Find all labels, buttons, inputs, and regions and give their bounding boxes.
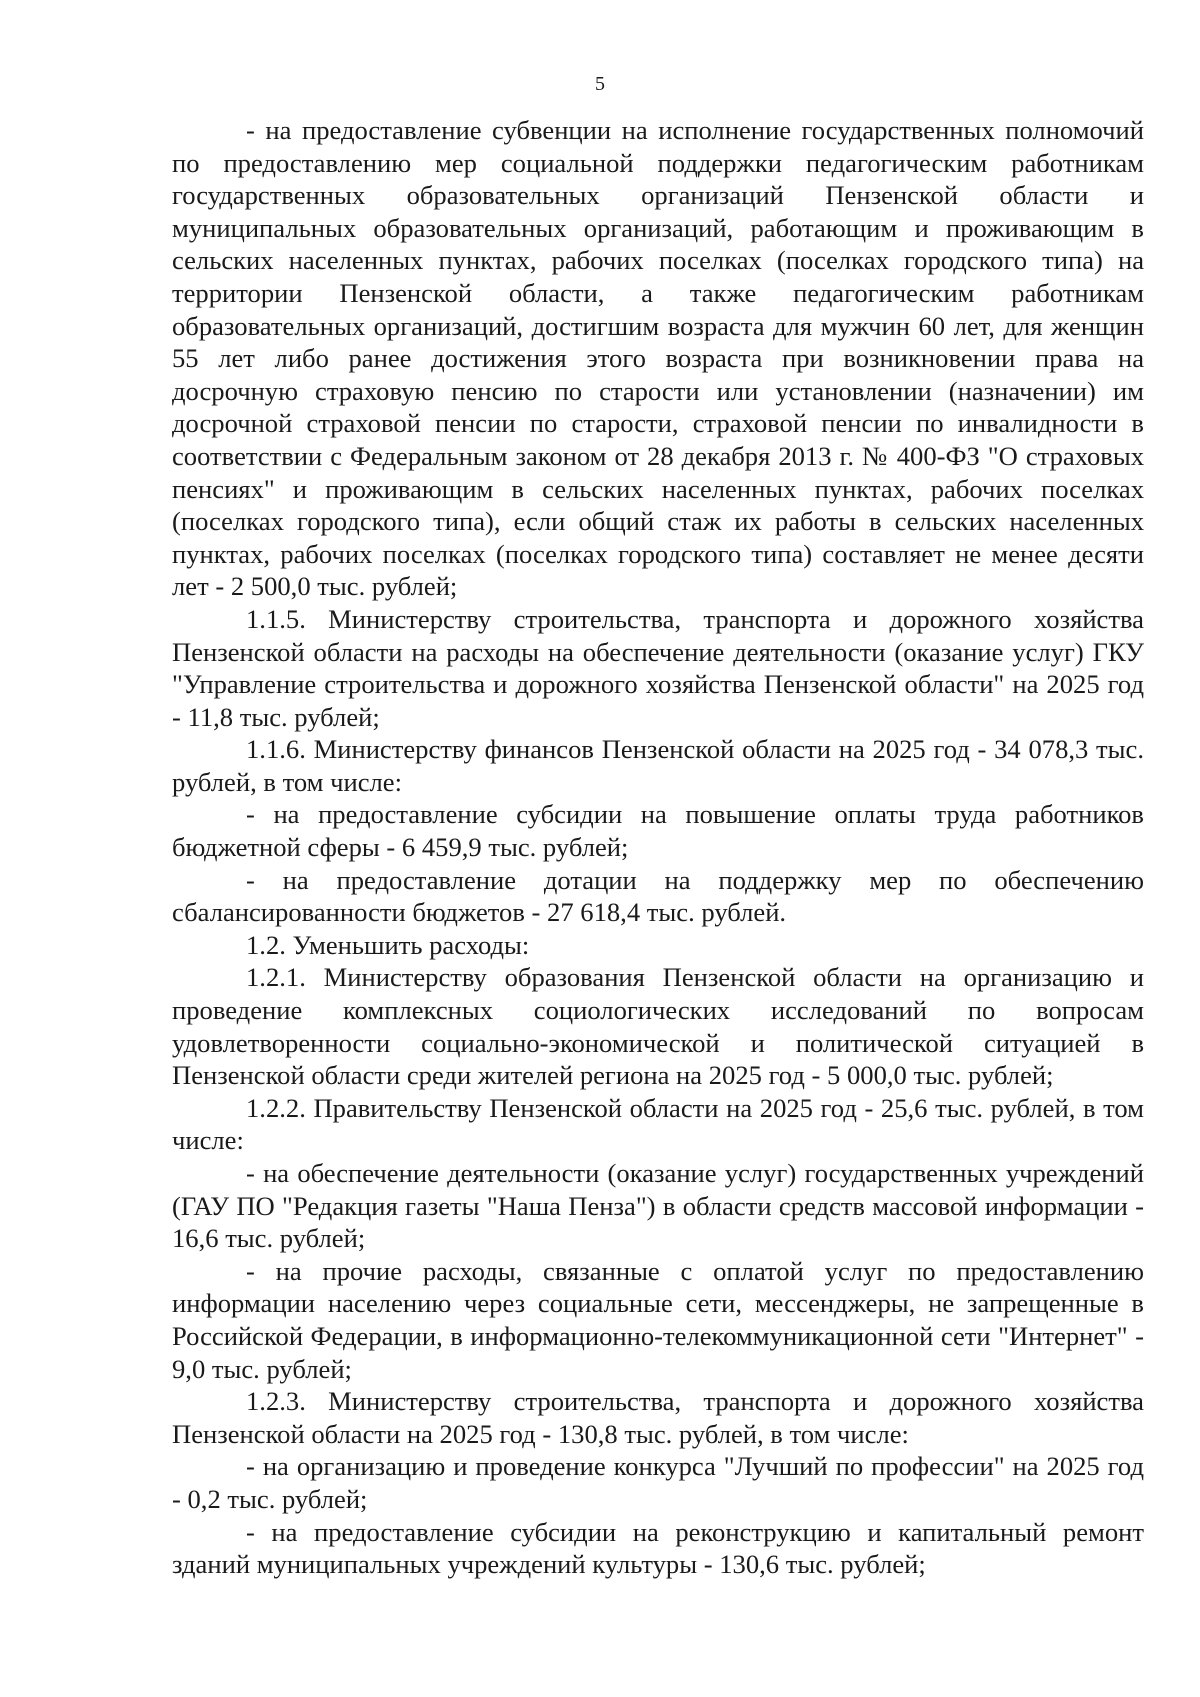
paragraph-1-2-1: 1.2.1. Министерству образования Пензенской области на организацию и проведение комплексных социологических исследований по вопросам удовлетворенности социально-экономической и политической ситуацией в Пензенской области среди жителей региона на 2025 год - 5 000,0 тыс. рублей; [172, 962, 1144, 1091]
paragraph-contest: - на организацию и проведение конкурса "Лучший по профессии" на 2025 год - 0,2 тыс. рублей; [172, 1451, 1144, 1514]
paragraph-media-institutions: - на обеспечение деятельности (оказание услуг) государственных учреждений (ГАУ ПО "Редакция газеты "Наша Пенза") в области средств массовой информации - 16,6 тыс. рублей; [172, 1158, 1144, 1254]
document-body [172, 114, 1144, 1581]
paragraph-subvention-teachers: - на предоставление субвенции на исполнение государственных полномочий по предоставлению мер социальной поддержки педагогическим работникам государственных образовательных организаций Пензенской области и муниципальных образовательных организаций, работающим и проживающим в сельских населенных пунктах, рабочих поселках (поселках городского типа) на территории Пензенской области, а также педагогическим работникам образовательных организаций, достигшим возраста для мужчин 60 лет, для женщин 55 лет либо ранее достижения этого возраста при возникновении права на досрочную страховую пенсию по старости или установлении (назначении) им досрочной страховой пенсии по старости, страховой пенсии по инвалидности в соответствии с Федеральным законом от 28 декабря 2013 г. № 400-ФЗ "О страховых пенсиях" и проживающим в сельских населенных пунктах, рабочих поселках (поселках городского типа), если общий стаж их работы в сельских населенных пунктах, рабочих поселках (поселках городского типа) составляет не менее десяти лет - 2 500,0 тыс. рублей; [172, 115, 1144, 602]
paragraph-subsidy-wages: - на предоставление субсидии на повышение оплаты труда работников бюджетной сферы - 6 459,9 тыс. рублей; [172, 799, 1144, 863]
page-number: 5 [595, 73, 605, 95]
paragraph-social-networks: - на прочие расходы, связанные с оплатой услуг по предоставлению информации населению через социальные сети, мессенджеры, не запрещенные в Российской Федерации, в информационно-телекоммуникационной сети "Интернет" - 9,0 тыс. рублей; [172, 1255, 1144, 1384]
paragraph-culture-buildings: - на предоставление субсидии на реконструкцию и капитальный ремонт зданий муниципальных учреждений культуры - 130,6 тыс. рублей; [172, 1516, 1144, 1580]
paragraph-1-1-5: 1.1.5. Министерству строительства, транспорта и дорожного хозяйства Пензенской области на расходы на обеспечение деятельности (оказание услуг) ГКУ "Управление строительства и дорожного хозяйства Пензенской области" на 2025 год - 11,8 тыс. рублей; [172, 603, 1144, 732]
paragraph-1-2: 1.2. Уменьшить расходы: [246, 929, 530, 960]
paragraph-dotation-balance: - на предоставление дотации на поддержку мер по обеспечению сбалансированности бюджетов - 27 618,4 тыс. рублей. [172, 864, 1144, 928]
paragraph-1-2-3: 1.2.3. Министерству строительства, транспорта и дорожного хозяйства Пензенской области на 2025 год - 130,8 тыс. рублей, в том числе: [172, 1386, 1144, 1449]
paragraph-1-1-6: 1.1.6. Министерству финансов Пензенской области на 2025 год - 34 078,3 тыс. рублей, в том числе: [172, 734, 1144, 797]
paragraph-1-2-2: 1.2.2. Правительству Пензенской области на 2025 год - 25,6 тыс. рублей, в том числе: [172, 1092, 1144, 1156]
